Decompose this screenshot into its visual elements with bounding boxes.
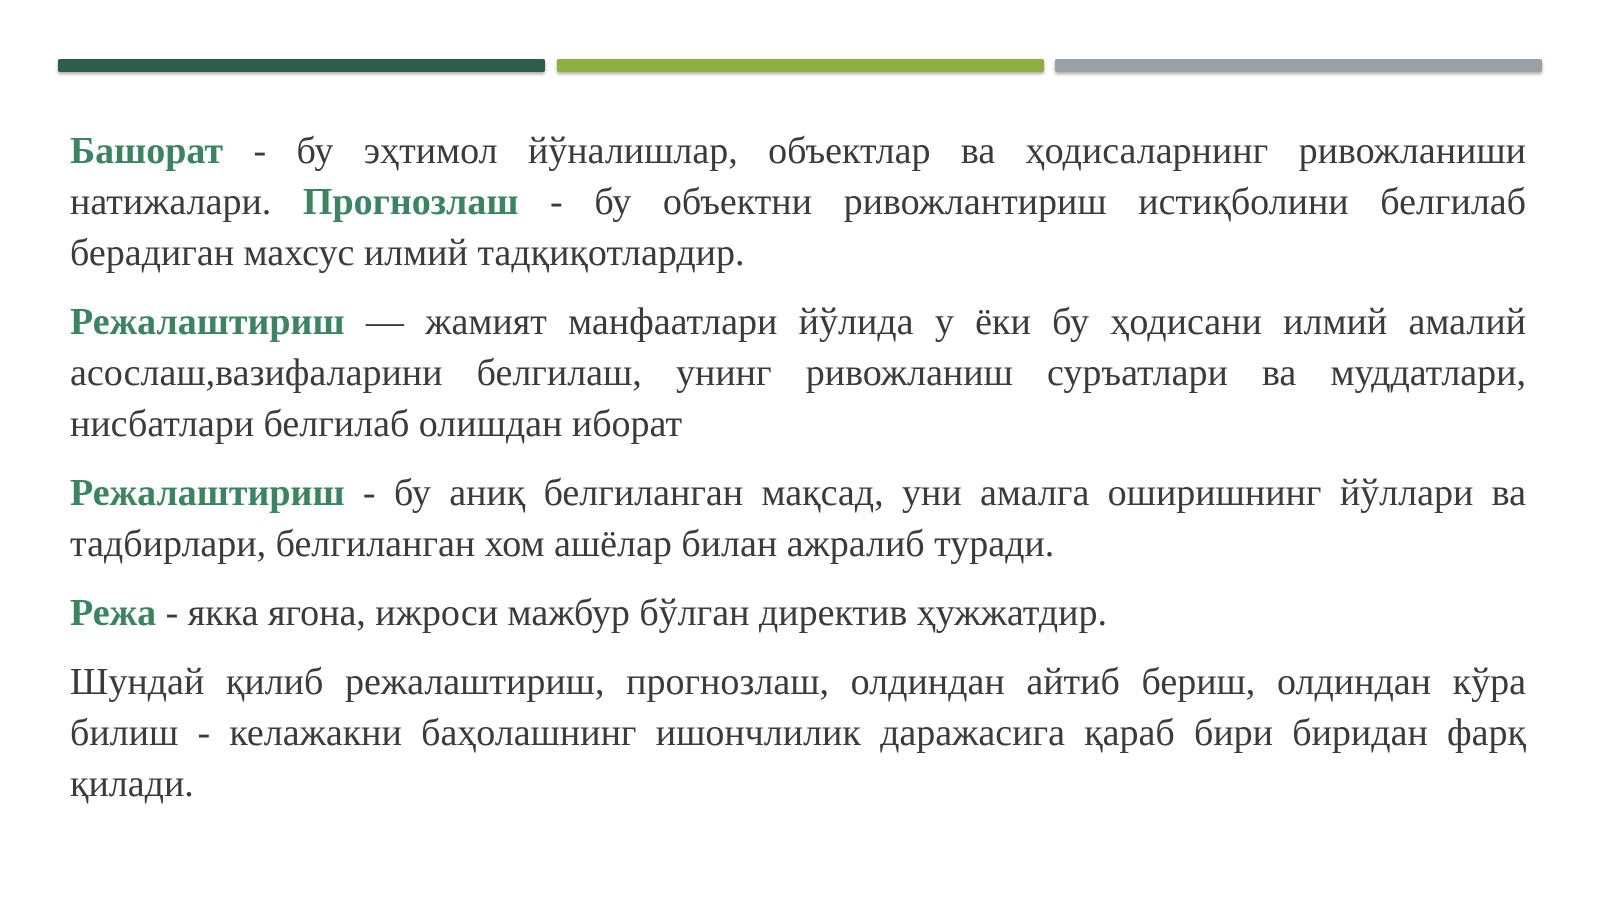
paragraph-text: — жамият манфаатлари йўлида у ёки бу ҳодисани илмий амалий асослаш,вазифаларини белгилаш, унинг ривожланиш суръатлари ва муддатлари, нисбатлари белгилаб олишдан иборат (70, 301, 1526, 445)
paragraph-planning-1 (70, 297, 1526, 450)
paragraph-text: - бу аниқ белгиланган мақсад, уни амалга оширишнинг йўллари ва тадбирлари, белгиланган хом ашёлар билан ажралиб туради. (70, 472, 1526, 565)
term-prognozlash: Прогнозлаш (302, 181, 519, 223)
paragraph-text: - бу эҳтимол йўналишлар, объектлар ва ҳодисаларнинг ривожланиши натижалари. (70, 130, 1526, 223)
paragraph-planning-2 (70, 468, 1526, 570)
term-bashorat: Башорат (70, 130, 224, 172)
term-rejalashtirish: Режалаштириш (70, 472, 345, 514)
term-rejalashtirish: Режалаштириш (70, 301, 345, 343)
paragraph-text: - якка ягона, ижроси мажбур бўлган директив ҳужжатдир. (156, 592, 1107, 634)
slide-body (70, 126, 1526, 828)
header-bar-light-green (557, 59, 1044, 72)
paragraph-conclusion (70, 657, 1526, 810)
term-reja: Режа (70, 592, 157, 634)
paragraph-text: Шундай қилиб режалаштириш, прогнозлаш, олдиндан айтиб бериш, олдиндан кўра билиш - келажакни баҳолашнинг ишончлилик даражасига қараб бири биридан фарқ қилади. (70, 661, 1526, 805)
decorative-header-bars (58, 59, 1542, 73)
header-bar-gray (1055, 59, 1542, 72)
header-bar-dark-green (58, 59, 545, 72)
paragraph-text: - бу объектни ривожлантириш истиқболини белгилаб берадиган махсус илмий тадқиқотлардир. (70, 181, 1527, 274)
paragraph-forecast (70, 126, 1526, 279)
paragraph-plan (70, 588, 1526, 639)
